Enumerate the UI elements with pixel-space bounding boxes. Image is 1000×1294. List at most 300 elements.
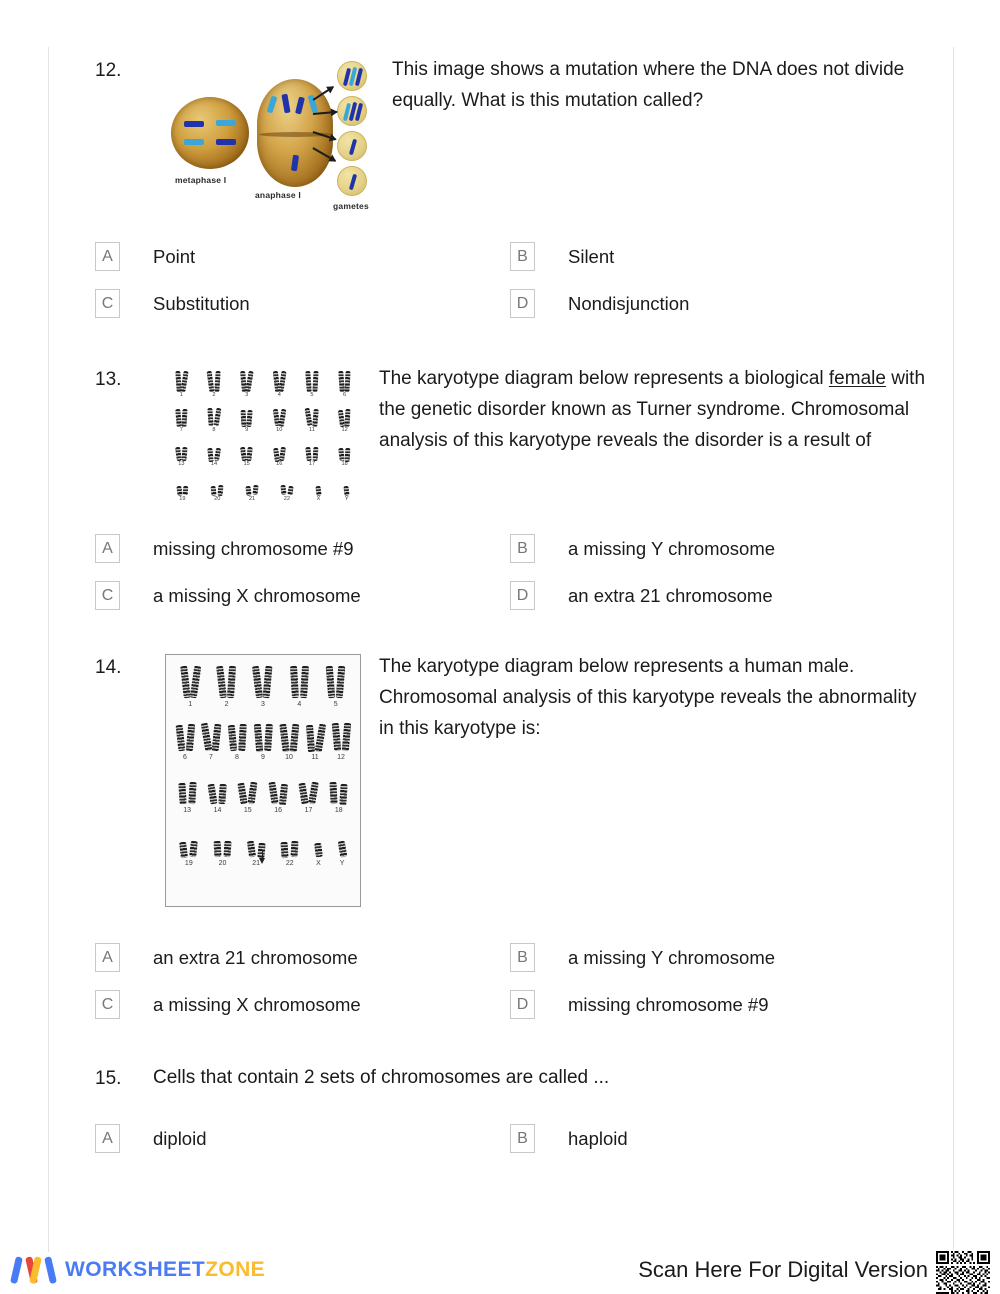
karyotype-row — [165, 370, 361, 399]
karyotype-pair-20 — [214, 823, 231, 867]
option-letter: C — [95, 289, 120, 318]
chromosome — [188, 782, 196, 805]
chromosome-pair — [307, 717, 324, 751]
chromosome — [326, 666, 336, 699]
chromosome — [308, 782, 319, 805]
chromosome-label: X — [316, 495, 321, 502]
chromosome — [214, 841, 222, 858]
option-15-a[interactable] — [95, 1124, 510, 1153]
chromosome — [180, 666, 191, 699]
option-letter: B — [510, 534, 535, 563]
karyotype-pair-1 — [176, 370, 188, 399]
chromosome-label: 13 — [178, 461, 185, 468]
karyotype-pair-12 — [333, 717, 350, 761]
chromosome — [340, 784, 348, 805]
option-14-d[interactable] — [510, 990, 925, 1019]
chromosome — [336, 666, 346, 698]
question-13-text-part1: The karyotype diagram below represents a biological — [379, 368, 829, 389]
logo-text-zone: ZONE — [205, 1258, 266, 1281]
chromosome — [338, 448, 344, 462]
chromosome-pair — [209, 770, 226, 804]
chromosome — [216, 666, 227, 699]
scan-here-text: Scan Here For Digital Version — [638, 1257, 928, 1282]
chromosome — [200, 723, 212, 752]
chromosome — [330, 782, 338, 804]
chromosome — [279, 409, 287, 427]
question-12 — [95, 55, 925, 336]
chromosome-label: 18 — [334, 807, 343, 815]
chromosome — [247, 840, 256, 857]
chromosome — [214, 371, 220, 392]
chromosome-pair — [218, 664, 235, 698]
chromosome-pair — [281, 717, 298, 751]
karyotype-pair-20 — [211, 474, 223, 503]
chromosome — [298, 783, 308, 805]
option-label: a missing Y chromosome — [568, 537, 776, 559]
chromosome — [312, 447, 318, 461]
chromosome-label: 11 — [311, 754, 319, 762]
chromosome-pair — [246, 474, 258, 496]
meiosis-nondisjunction-figure — [167, 59, 382, 214]
chromosome-label: 2 — [224, 701, 229, 709]
option-letter: B — [510, 242, 535, 271]
chromosome-label: 14 — [210, 461, 218, 468]
chromosome — [314, 843, 323, 858]
karyotype-pair-X — [315, 823, 322, 867]
karyotype-pair-14 — [209, 770, 226, 814]
chromosome-label: 16 — [274, 807, 283, 815]
option-label: a missing Y chromosome — [568, 946, 776, 968]
chromosome-label: 7 — [179, 426, 183, 433]
karyotype-pair-19 — [180, 823, 197, 867]
option-label: Point — [153, 245, 196, 267]
karyotype-row — [165, 405, 361, 434]
option-label: haploid — [568, 1127, 628, 1149]
chromosome-label: 22 — [283, 495, 290, 502]
karyotype-pair-3 — [254, 664, 271, 708]
chromosome-label: 20 — [214, 495, 221, 502]
gamete-1 — [337, 61, 367, 91]
chromosome — [246, 371, 254, 392]
right-margin-rule — [953, 47, 954, 1252]
chromosome — [341, 723, 350, 752]
chromosome — [305, 447, 311, 461]
chromosome-label: 3 — [261, 701, 265, 709]
question-13-text-part2: with the genetic disorder known as Turner syndrome. Chromosomal analysis of this karyotype reveals the disorder is a result of — [379, 368, 926, 451]
chromosome-pair — [176, 405, 188, 427]
chromosome-label: 16 — [276, 461, 283, 468]
chromosome-pair — [255, 717, 272, 751]
chromosome-pair — [229, 717, 246, 751]
chromosome-label: 7 — [209, 754, 213, 762]
chromosome — [253, 723, 262, 751]
chromosome-label: 9 — [261, 754, 265, 762]
option-letter: A — [95, 1124, 120, 1153]
option-label: a missing X chromosome — [153, 993, 361, 1015]
karyotype-trisomy21-figure — [165, 654, 361, 907]
option-label: Silent — [568, 245, 615, 267]
chromosome-pair — [327, 664, 344, 698]
option-14-c[interactable] — [95, 990, 510, 1019]
chromosome-pair — [333, 717, 350, 751]
chromosome — [246, 485, 252, 496]
chromosome-pair — [274, 370, 286, 392]
karyotype-pair-12 — [339, 405, 351, 434]
chromosome — [214, 448, 221, 462]
chromosome-pair — [291, 664, 308, 698]
chromosome-pair — [208, 405, 220, 427]
question-14-text: The karyotype diagram below represents a human male. Chromosomal analysis of this karyotype reveals the abnormality in this karyotype is: — [379, 656, 917, 739]
chromosome — [247, 447, 253, 462]
chromosome — [175, 725, 185, 752]
chromosome — [211, 724, 221, 752]
option-label: missing chromosome #9 — [153, 537, 354, 559]
chromosome — [279, 783, 288, 804]
chromosome — [178, 783, 186, 805]
question-13-underlined-word: female — [828, 368, 886, 389]
option-letter: B — [510, 1124, 535, 1153]
chromosome — [175, 447, 182, 462]
chromosome — [268, 782, 278, 805]
question-15-options — [95, 1124, 925, 1171]
chromosome-label: 12 — [341, 426, 348, 433]
karyotype-pair-22 — [281, 474, 293, 503]
chromosome-pair — [254, 664, 271, 698]
chromosome — [279, 723, 289, 751]
chromosome-label: Y — [339, 860, 345, 868]
chromosome — [312, 371, 318, 392]
karyotype-row — [172, 717, 354, 761]
chromosome-pair — [239, 770, 256, 804]
gamete-4 — [337, 166, 367, 196]
karyotype-row — [165, 474, 361, 503]
chromosome — [345, 371, 351, 392]
chromosome-label: 21 — [248, 495, 256, 502]
chromosome-pair — [182, 664, 199, 698]
option-label: missing chromosome #9 — [568, 993, 769, 1015]
chromosome-pair — [179, 770, 196, 804]
karyotype-pair-14 — [208, 439, 220, 468]
chromosome-pair — [274, 405, 286, 427]
karyotype-pair-6 — [177, 717, 194, 761]
question-15-number: 15. — [95, 1068, 122, 1090]
chromosome-label: 21 — [252, 860, 261, 868]
question-13-number: 13. — [95, 369, 122, 390]
chromosome-pair — [339, 370, 351, 392]
chromosome-pair — [211, 474, 223, 496]
chromosome — [264, 724, 273, 752]
chromosome-label: 4 — [297, 701, 302, 709]
chromosome-pair — [177, 717, 194, 751]
option-label: an extra 21 chromosome — [153, 946, 358, 968]
chromosome-label: 22 — [285, 860, 294, 868]
chromosome-label: X — [316, 860, 321, 868]
metaphase-cell — [171, 97, 249, 169]
chromosome-label: 11 — [309, 426, 315, 433]
karyotype-pair-9 — [255, 717, 272, 761]
chromosome-label: 13 — [183, 807, 192, 815]
karyotype-pair-22 — [281, 823, 298, 867]
karyotype-row — [172, 664, 354, 708]
chromosome-label: 10 — [285, 754, 293, 762]
option-12-a[interactable] — [95, 242, 510, 271]
option-letter: D — [510, 289, 535, 318]
qr-code[interactable] — [934, 1249, 992, 1294]
chromosome — [337, 841, 347, 858]
caption-gametes: gametes — [333, 201, 369, 211]
option-label: Nondisjunction — [568, 292, 690, 314]
option-letter: A — [95, 943, 120, 972]
chromosome — [263, 666, 273, 699]
chromosome-pair — [214, 823, 231, 857]
chromosome — [217, 485, 223, 496]
chromosome — [345, 409, 351, 427]
chromosome-pair — [177, 474, 189, 496]
chromosome-label: 14 — [213, 807, 222, 815]
chromosome-pair — [339, 439, 351, 461]
karyotype-pair-15 — [239, 770, 256, 814]
logo-text — [65, 1258, 265, 1282]
caption-metaphase: metaphase I — [175, 175, 227, 185]
karyotype-pair-Y — [344, 474, 349, 503]
option-letter: C — [95, 990, 120, 1019]
chromosome — [180, 371, 188, 392]
question-12-text: This image shows a mutation where the DNA does not divide equally. What is this mutation called? — [392, 59, 905, 111]
question-12-options — [95, 242, 925, 336]
karyotype-pair-19 — [177, 474, 189, 503]
option-label: an extra 21 chromosome — [568, 584, 773, 606]
chromosome-label: 6 — [183, 754, 187, 762]
karyotype-pair-18 — [330, 770, 347, 814]
karyotype-pair-11 — [307, 717, 324, 761]
chromosome-label: 15 — [243, 461, 250, 468]
chromosome — [218, 784, 226, 805]
logo-text-worksheet: WORKSHEET — [65, 1258, 206, 1281]
chromosome-pair — [176, 370, 188, 392]
left-margin-rule — [48, 47, 49, 1252]
karyotype-pair-17 — [306, 439, 318, 468]
question-12-number: 12. — [95, 60, 122, 81]
karyotype-pair-7 — [203, 717, 220, 761]
page-footer — [0, 1248, 1000, 1294]
qr-code-svg — [936, 1251, 990, 1294]
option-12-d[interactable] — [510, 289, 925, 318]
chromosome — [247, 410, 253, 427]
chromosome-pair — [180, 823, 197, 857]
chromosome — [290, 666, 299, 699]
chromosome-label: 5 — [333, 701, 338, 709]
chromosome — [189, 666, 201, 699]
chromosome — [227, 725, 236, 752]
chromosome-pair — [316, 474, 321, 496]
chromosome — [182, 447, 188, 461]
karyotype-pair-21 — [246, 474, 258, 503]
chromosome — [208, 447, 214, 461]
karyotype-pair-Y — [339, 823, 346, 867]
chromosome-pair — [241, 405, 253, 427]
option-12-b[interactable] — [510, 242, 925, 271]
trisomy21-arrow-icon — [259, 858, 265, 864]
chromosome — [331, 723, 341, 752]
chromosome — [176, 486, 182, 496]
chromosome — [223, 841, 231, 858]
chromosome-pair — [176, 439, 188, 461]
chromosome — [252, 485, 258, 496]
option-letter: B — [510, 943, 535, 972]
chromosome-label: 20 — [218, 860, 227, 868]
worksheet-zone-logo — [14, 1254, 265, 1286]
karyotype-pair-8 — [208, 405, 220, 434]
karyotype-pair-X — [316, 474, 321, 503]
option-letter: C — [95, 581, 120, 610]
chromosome-pair — [330, 770, 347, 804]
karyotype-pair-13 — [176, 439, 188, 468]
chromosome-label: Y — [344, 495, 349, 502]
gamete-3 — [337, 131, 367, 161]
karyotype-pair-2 — [208, 370, 220, 399]
chromosome — [314, 723, 325, 751]
gamete-2 — [337, 96, 367, 126]
karyotype-turner-figure — [165, 370, 361, 508]
chromosome — [182, 409, 188, 427]
chromosome — [291, 841, 299, 858]
logo-w-mark-icon — [14, 1254, 56, 1286]
chromosome — [211, 486, 217, 496]
karyotype-pair-16 — [270, 770, 287, 814]
chromosome — [207, 784, 217, 805]
option-letter: A — [95, 534, 120, 563]
option-12-c[interactable] — [95, 289, 510, 318]
chromosome — [315, 486, 321, 496]
chromosome — [185, 724, 194, 752]
chromosome — [238, 724, 247, 752]
option-14-b[interactable] — [510, 943, 925, 972]
chromosome-pair — [208, 370, 220, 392]
chromosome — [248, 782, 258, 805]
chromosome-label: 2 — [212, 392, 216, 398]
chromosome — [179, 841, 188, 858]
karyotype-pair-10 — [274, 405, 286, 434]
chromosome-label: 6 — [343, 392, 347, 398]
chromosome-label: 18 — [341, 461, 348, 468]
chromosome-pair — [306, 439, 318, 461]
chromosome-pair — [241, 439, 253, 461]
chromosome — [281, 841, 289, 857]
chromosome-pair — [281, 823, 298, 857]
chromosome — [175, 408, 182, 426]
question-14-options — [95, 943, 925, 1037]
chromosome-label: 3 — [245, 392, 249, 398]
karyotype-pair-17 — [300, 770, 317, 814]
karyotype-pair-9 — [241, 405, 253, 434]
question-14 — [95, 652, 925, 1037]
chromosome-pair — [270, 770, 287, 804]
worksheet-content — [95, 55, 925, 1171]
chromosome — [305, 371, 312, 392]
chromosome-label: 17 — [304, 807, 313, 815]
question-15-text: Cells that contain 2 sets of chromosomes are called ... — [153, 1067, 610, 1089]
karyotype-pair-7 — [176, 405, 188, 434]
chromosome-label: 17 — [308, 461, 316, 468]
karyotype-pair-6 — [339, 370, 351, 399]
chromosome — [305, 724, 314, 751]
chromosome — [183, 486, 189, 496]
karyotype-pair-5 — [306, 370, 318, 399]
chromosome-label: 8 — [212, 426, 216, 433]
chromosome — [213, 408, 221, 427]
option-label: Substitution — [153, 292, 250, 314]
chromosome-label: 1 — [179, 392, 183, 398]
chromosome-pair — [241, 370, 253, 392]
chromosome-label: 5 — [310, 392, 314, 398]
karyotype-pair-4 — [291, 664, 308, 708]
trisomy21-arrow-stem-icon — [262, 851, 263, 858]
karyotype-row — [172, 770, 354, 814]
question-13-text — [379, 364, 925, 456]
karyotype-pair-13 — [179, 770, 196, 814]
chromosome-label: 12 — [337, 754, 345, 762]
chromosome-pair — [281, 474, 293, 496]
karyotype-pair-15 — [241, 439, 253, 468]
chromosome-pair — [315, 823, 322, 857]
option-letter: D — [510, 990, 535, 1019]
chromosome-label: 15 — [243, 807, 252, 815]
chromosome — [300, 666, 309, 699]
option-13-c[interactable] — [95, 581, 510, 610]
karyotype-pair-4 — [274, 370, 286, 399]
chromosome-pair — [208, 439, 220, 461]
chromosome — [189, 841, 198, 858]
option-14-a[interactable] — [95, 943, 510, 972]
option-label: a missing X chromosome — [153, 584, 361, 606]
chromosome-label: 19 — [179, 495, 186, 502]
option-13-a[interactable] — [95, 534, 510, 563]
question-13 — [95, 364, 925, 628]
karyotype-pair-1 — [182, 664, 199, 708]
question-14-number: 14. — [95, 657, 122, 679]
karyotype-pair-3 — [241, 370, 253, 399]
karyotype-pair-10 — [281, 717, 298, 761]
chromosome — [238, 783, 248, 805]
chromosome-label: 10 — [276, 426, 283, 433]
option-15-b[interactable] — [510, 1124, 925, 1153]
chromosome — [345, 447, 351, 461]
chromosome-label: 4 — [277, 392, 281, 398]
chromosome — [312, 408, 319, 426]
chromosome — [344, 485, 350, 496]
option-label: diploid — [153, 1127, 207, 1149]
chromosome-pair — [344, 474, 349, 496]
chromosome-pair — [339, 405, 351, 427]
chromosome-pair — [339, 823, 346, 857]
chromosome-pair — [203, 717, 220, 751]
karyotype-row — [165, 439, 361, 468]
option-letter: D — [510, 581, 535, 610]
option-13-b[interactable] — [510, 534, 925, 563]
chromosome-pair — [300, 770, 317, 804]
chromosome — [279, 447, 286, 462]
option-letter: A — [95, 242, 120, 271]
chromosome-label: 19 — [184, 860, 193, 868]
chromosome — [227, 666, 236, 699]
chromosome-pair — [306, 405, 318, 427]
chromosome-label: 1 — [188, 701, 193, 709]
option-13-d[interactable] — [510, 581, 925, 610]
chromosome-label: 9 — [245, 426, 249, 433]
chromosome-label: 8 — [235, 754, 239, 762]
chromosome — [289, 723, 299, 751]
chromosome — [287, 486, 293, 496]
